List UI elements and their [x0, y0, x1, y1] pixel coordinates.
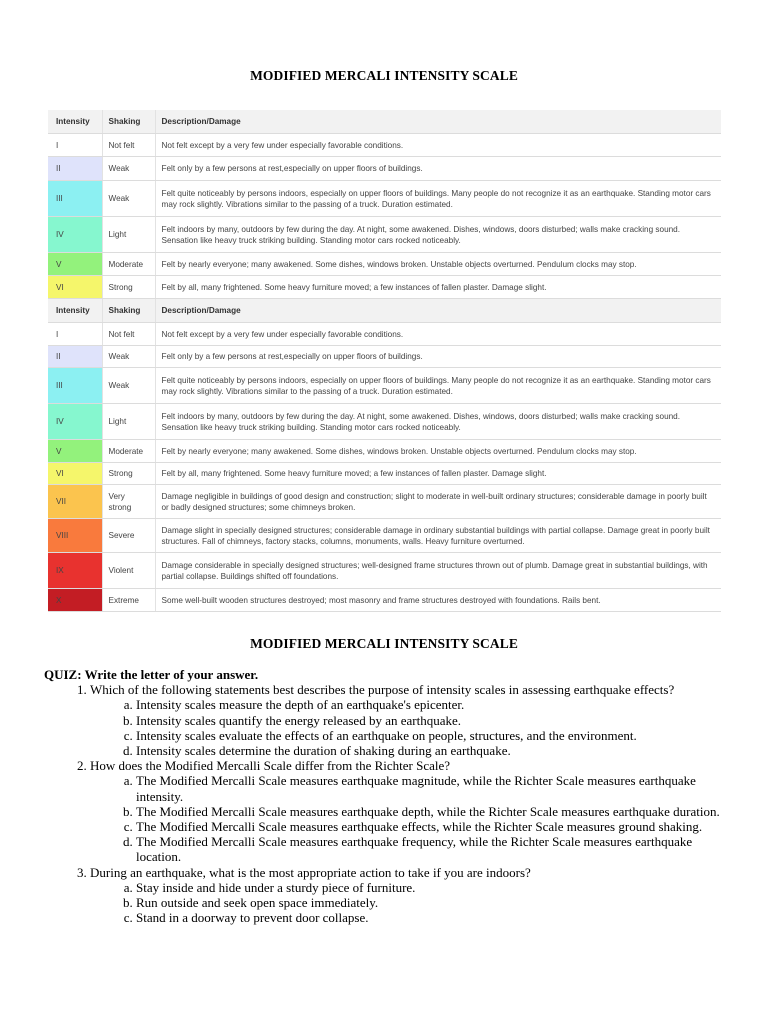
shaking-cell: Very strong — [102, 485, 155, 519]
intensity-cell: IV — [48, 404, 102, 440]
question-text: During an earthquake, what is the most appropriate action to take if you are indoors? — [90, 864, 531, 880]
table-row — [48, 519, 721, 553]
intensity-cell: VIII — [48, 519, 102, 553]
shaking-cell: Extreme — [102, 589, 155, 612]
shaking-cell: Severe — [102, 519, 155, 553]
shaking-cell: Light — [102, 217, 155, 253]
quiz-section — [44, 667, 734, 925]
mercalli-intensity-table — [48, 110, 721, 612]
shaking-cell: Light — [102, 404, 155, 440]
column-header-intensity: Intensity — [48, 110, 102, 134]
quiz-question — [90, 682, 734, 758]
table-header-row — [48, 110, 721, 134]
table-row — [48, 404, 721, 440]
description-cell: Felt by all, many frightened. Some heavy furniture moved; a few instances of fallen plaster. Damage slight. — [155, 463, 721, 485]
answer-options — [90, 880, 734, 926]
shaking-cell: Weak — [102, 368, 155, 404]
table-row — [48, 134, 721, 157]
shaking-cell: Violent — [102, 553, 155, 589]
intensity-cell: IX — [48, 553, 102, 589]
quiz-section-title: MODIFIED MERCALI INTENSITY SCALE — [250, 636, 518, 651]
description-cell: Felt only by a few persons at rest,especially on upper floors of buildings. — [155, 157, 721, 181]
answer-option: b. The Modified Mercalli Scale measures earthquake depth, while the Richter Scale measures earthquake duration. — [136, 804, 734, 819]
description-cell: Felt by all, many frightened. Some heavy furniture moved; a few instances of fallen plaster. Damage slight. — [155, 276, 721, 299]
column-header-description: Description/Damage — [155, 110, 721, 134]
table-row — [48, 346, 721, 368]
shaking-cell: Weak — [102, 346, 155, 368]
answer-option: c. The Modified Mercalli Scale measures earthquake effects, while the Richter Scale measures ground shaking. — [136, 819, 734, 834]
shaking-cell: Moderate — [102, 440, 155, 463]
table-row — [48, 440, 721, 463]
description-cell: Felt by nearly everyone; many awakened. Some dishes, windows broken. Unstable objects overturned. Pendulum clocks may stop. — [155, 440, 721, 463]
intensity-cell: V — [48, 440, 102, 463]
shaking-cell: Strong — [102, 463, 155, 485]
intensity-cell: III — [48, 368, 102, 404]
intensity-cell: III — [48, 181, 102, 217]
description-cell: Felt only by a few persons at rest,especially on upper floors of buildings. — [155, 346, 721, 368]
description-cell: Damage slight in specially designed structures; considerable damage in ordinary substantial buildings with partial collapse. Damage great in poorly built structures. Fall of chimneys, factory stacks, columns, monuments, walls. Heavy furniture overturned. — [155, 519, 721, 553]
answer-option: d. The Modified Mercalli Scale measures earthquake frequency, while the Richter Scale measures earthquake location. — [136, 834, 734, 864]
question-text: How does the Modified Mercalli Scale differ from the Richter Scale? — [90, 758, 451, 774]
answer-option: d. Intensity scales determine the duration of shaking during an earthquake. — [136, 743, 734, 758]
intensity-cell: I — [48, 134, 102, 157]
table-row — [48, 253, 721, 276]
description-cell: Felt indoors by many, outdoors by few during the day. At night, some awakened. Dishes, windows, doors disturbed; walls make cracking sound. Sensation like heavy truck striking building. Standing motor cars rocked noticeably. — [155, 217, 721, 253]
description-cell: Damage negligible in buildings of good design and construction; slight to moderate in well-built ordinary structures; considerable damage in poorly built or badly designed structures; some chimneys broken. — [155, 485, 721, 519]
table-row — [48, 553, 721, 589]
answer-option: c. Intensity scales evaluate the effects of an earthquake on people, structures, and the environment. — [136, 728, 734, 743]
shaking-cell: Strong — [102, 276, 155, 299]
answer-options — [90, 773, 734, 864]
shaking-cell: Weak — [102, 157, 155, 181]
answer-option: a. Intensity scales measure the depth of an earthquake's epicenter. — [136, 697, 734, 712]
answer-option: c. Stand in a doorway to prevent door collapse. — [136, 910, 734, 925]
description-cell: Some well-built wooden structures destroyed; most masonry and frame structures destroyed with foundations. Rails bent. — [155, 589, 721, 612]
column-header-description: Description/Damage — [155, 299, 721, 323]
answer-options — [90, 697, 734, 758]
description-cell: Felt quite noticeably by persons indoors, especially on upper floors of buildings. Many people do not recognize it as an earthquake. Standing motor cars may rock slightly. Vibrations similar to the passing of a truck. Duration estimated. — [155, 368, 721, 404]
table-row — [48, 368, 721, 404]
table-row — [48, 217, 721, 253]
shaking-cell: Weak — [102, 181, 155, 217]
description-cell: Not felt except by a very few under especially favorable conditions. — [155, 323, 721, 346]
table-row — [48, 485, 721, 519]
column-header-intensity: Intensity — [48, 299, 102, 323]
shaking-cell: Not felt — [102, 323, 155, 346]
shaking-cell: Not felt — [102, 134, 155, 157]
description-cell: Felt indoors by many, outdoors by few during the day. At night, some awakened. Dishes, windows, doors disturbed; walls make cracking sound. Sensation like heavy truck striking building. Standing motor cars rocked noticeably. — [155, 404, 721, 440]
column-header-shaking: Shaking — [102, 299, 155, 323]
table-row — [48, 463, 721, 485]
shaking-cell: Moderate — [102, 253, 155, 276]
intensity-cell: VI — [48, 276, 102, 299]
description-cell: Damage considerable in specially designed structures; well-designed frame structures thrown out of plumb. Damage great in substantial buildings, with partial collapse. Buildings shifted off foundations. — [155, 553, 721, 589]
intensity-cell: V — [48, 253, 102, 276]
table-header-row — [48, 299, 721, 323]
table-row — [48, 157, 721, 181]
intensity-cell: IV — [48, 217, 102, 253]
quiz-question — [90, 758, 734, 864]
table-row — [48, 589, 721, 612]
answer-option: b. Intensity scales quantify the energy released by an earthquake. — [136, 713, 734, 728]
description-cell: Felt by nearly everyone; many awakened. Some dishes, windows broken. Unstable objects overturned. Pendulum clocks may stop. — [155, 253, 721, 276]
intensity-cell: VII — [48, 485, 102, 519]
quiz-instructions: QUIZ: Write the letter of your answer. — [44, 667, 259, 682]
answer-option: b. Run outside and seek open space immediately. — [136, 895, 734, 910]
description-cell: Felt quite noticeably by persons indoors, especially on upper floors of buildings. Many people do not recognize it as an earthquake. Standing motor cars may rock slightly. Vibrations similar to the passing of a truck. Duration estimated. — [155, 181, 721, 217]
intensity-cell: II — [48, 157, 102, 181]
question-text: Which of the following statements best describes the purpose of intensity scales in assessing earthquake effects? — [90, 682, 675, 698]
table-row — [48, 323, 721, 346]
intensity-cell: VI — [48, 463, 102, 485]
intensity-cell: II — [48, 346, 102, 368]
description-cell: Not felt except by a very few under especially favorable conditions. — [155, 134, 721, 157]
page-title: MODIFIED MERCALI INTENSITY SCALE — [250, 68, 518, 83]
question-list — [44, 682, 734, 925]
table-row — [48, 276, 721, 299]
answer-option: a. Stay inside and hide under a sturdy piece of furniture. — [136, 880, 734, 895]
answer-option: a. The Modified Mercalli Scale measures earthquake magnitude, while the Richter Scale measures earthquake intensity. — [136, 773, 734, 803]
table-row — [48, 181, 721, 217]
quiz-question — [90, 865, 734, 926]
column-header-shaking: Shaking — [102, 110, 155, 134]
intensity-cell: X — [48, 589, 102, 612]
intensity-cell: I — [48, 323, 102, 346]
